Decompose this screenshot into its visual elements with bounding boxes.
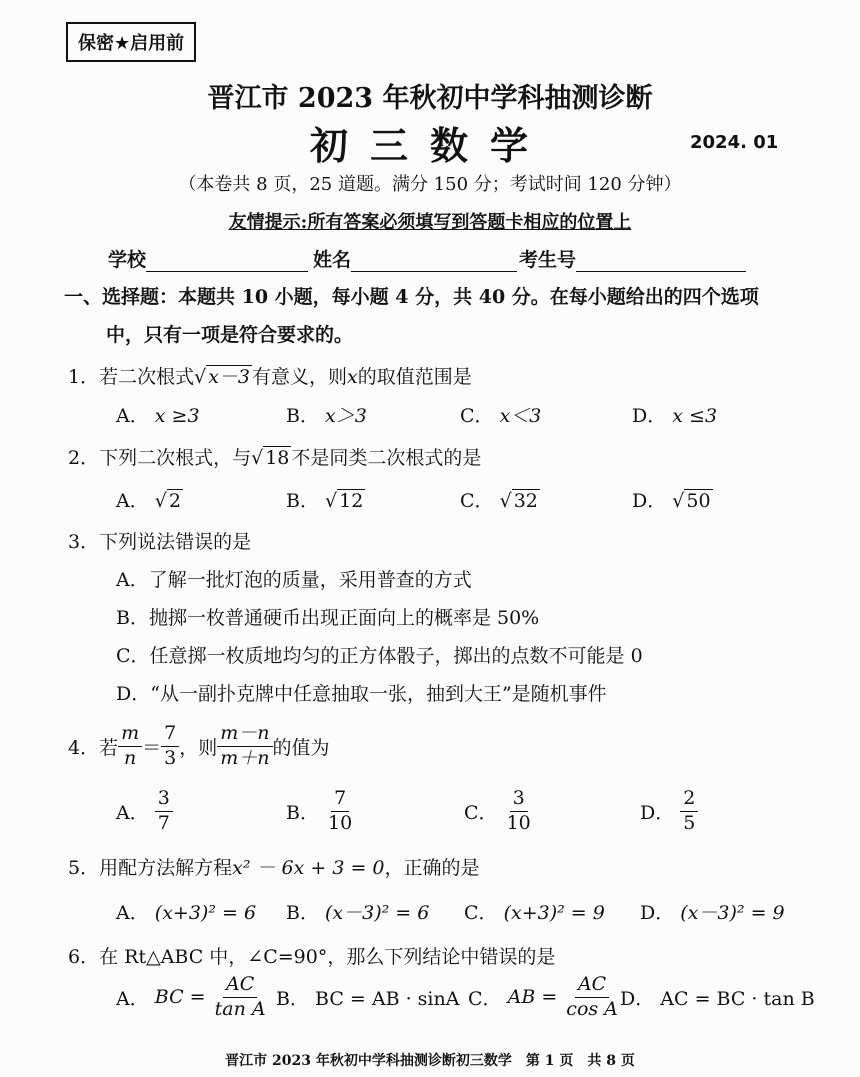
exam-number-blank [576,253,746,272]
q1-text3: 的取值范围是 [357,366,472,388]
question-2: 2．下列二次根式，与√ 18 不是同类二次根式的是 [68,447,482,469]
q1-var: x [347,366,358,388]
q4-text2: 的值为 [272,736,330,759]
question-5 [68,853,480,880]
exam-title: 晋江市 2023 年秋初中学科抽测诊断 [207,83,653,114]
q4-option-a: A． $\frac{3}{7}$ [116,787,173,836]
q1-text: 若二次根式 [99,366,195,388]
q1-radicand: x－3 [208,366,251,388]
q5-option-c: C． (x+3)² = 9 [464,902,605,924]
question-1: 1．若二次根式√ x－3 有意义，则x的取值范围是 [68,366,472,388]
subject-title: 初三数学 [309,123,550,168]
q2-text2: 不是同类二次根式的是 [291,447,482,469]
q1-option-c: C． x＜3 [460,405,542,427]
exam-number-label: 考生号 [519,249,577,271]
q5-text2: ，正确的是 [384,857,480,879]
q5-option-b: B． (x－3)² = 6 [286,902,430,924]
q5-option-a: A． (x+3)² = 6 [116,902,257,924]
q3-number: 3． [68,531,100,553]
question-3 [68,527,251,554]
q2-radicand: 18 [265,447,290,469]
question-4: 4． 若 $\frac{m}{n}$ ＝ $\frac{7}{3}$ ，则 $\frac{m-n}{m+n}$ 的值为 [68,722,330,769]
q3-option-b: B．抛掷一枚普通硬币出现正面向上的概率是 50% [116,607,540,629]
q1-option-b: B． x＞3 [286,405,367,427]
q3-option-d: D．“从一副扑克牌中任意抽取一张，抽到大王”是随机事件 [116,683,607,705]
q4-frac-expr: $\frac{m-n}{m+n}$ [217,722,272,771]
q2-number: 2． [68,447,100,469]
question-6 [68,942,555,969]
q5-text: 用配方法解方程 [99,857,233,879]
q4-frac-mn: $\frac{m}{n}$ [118,722,142,771]
q2-option-a: A． √ 2 [116,490,181,512]
q6-option-c: C． AB = $\frac{AC}{\text{cos A}}$ [468,973,618,1020]
q2-option-b: B． √ 12 [286,490,364,512]
q2-option-d: D． √ 50 [632,490,711,512]
section-heading: 一、选择题：本题共 10 小题，每小题 4 分，共 40 分。在每小题给出的四个选项 [64,286,759,308]
q4-text: 若 [99,736,119,759]
exam-date: 2024. 01 [690,132,779,153]
school-blank [146,253,308,272]
q5-option-d: D． (x－3)² = 9 [640,902,785,924]
q1-text2: 有意义，则 [252,366,348,388]
q4-option-b: B． $\frac{7}{10}$ [286,787,353,834]
exam-info: （本卷共 8 页，25 道题。满分 150 分；考试时间 120 分钟） [178,174,682,195]
page-footer: 晋江市 2023 年秋初中学科抽测诊断初三数学 第 1 页 共 8 页 [225,1053,635,1069]
q2-option-c: C． √ 32 [460,490,538,512]
q4-number: 4． [68,736,100,759]
q4-option-c: C． $\frac{3}{10}$ [464,787,531,834]
section-heading-cont: 中，只有一项是符合要求的。 [106,324,354,346]
q6-option-a: A． BC = $\frac{AC}{\text{tan A}}$ [116,973,266,1020]
q5-equation: x² － 6x + 3 = 0 [232,857,385,879]
school-field [108,245,308,272]
confidential-badge: 保密★启用前 [66,22,196,62]
q6-option-d: D． AC = BC · tan B [620,988,815,1010]
q4-option-d: D． $\frac{2}{5}$ [640,787,698,836]
q5-number: 5． [68,857,100,879]
q6-number: 6． [68,946,100,968]
q3-text: 下列说法错误的是 [99,531,252,553]
q1-option-a: A． x ≥3 [116,405,200,427]
q6-option-b: B． BC = AB · sinA [276,988,460,1010]
q2-text: 下列二次根式，与 [99,447,252,469]
q1-option-d: D． x ≤3 [632,405,718,427]
q6-text: 在 Rt△ABC 中，∠C=90°，那么下列结论中错误的是 [99,946,556,968]
school-label: 学校 [108,249,147,271]
q3-option-a: A．了解一批灯泡的质量，采用普查的方式 [116,569,472,591]
q4-frac-73: $\frac{7}{3}$ [161,722,179,771]
q1-number: 1． [68,366,100,388]
exam-number-field [519,245,746,272]
name-field [313,245,517,272]
name-label: 姓名 [313,249,352,271]
q3-option-c: C．任意掷一枚质地均匀的正方体骰子，掷出的点数不可能是 0 [116,645,643,667]
name-blank [351,253,517,272]
friendly-tip: 友情提示:所有答案必须填写到答题卡相应的位置上 [228,212,632,233]
